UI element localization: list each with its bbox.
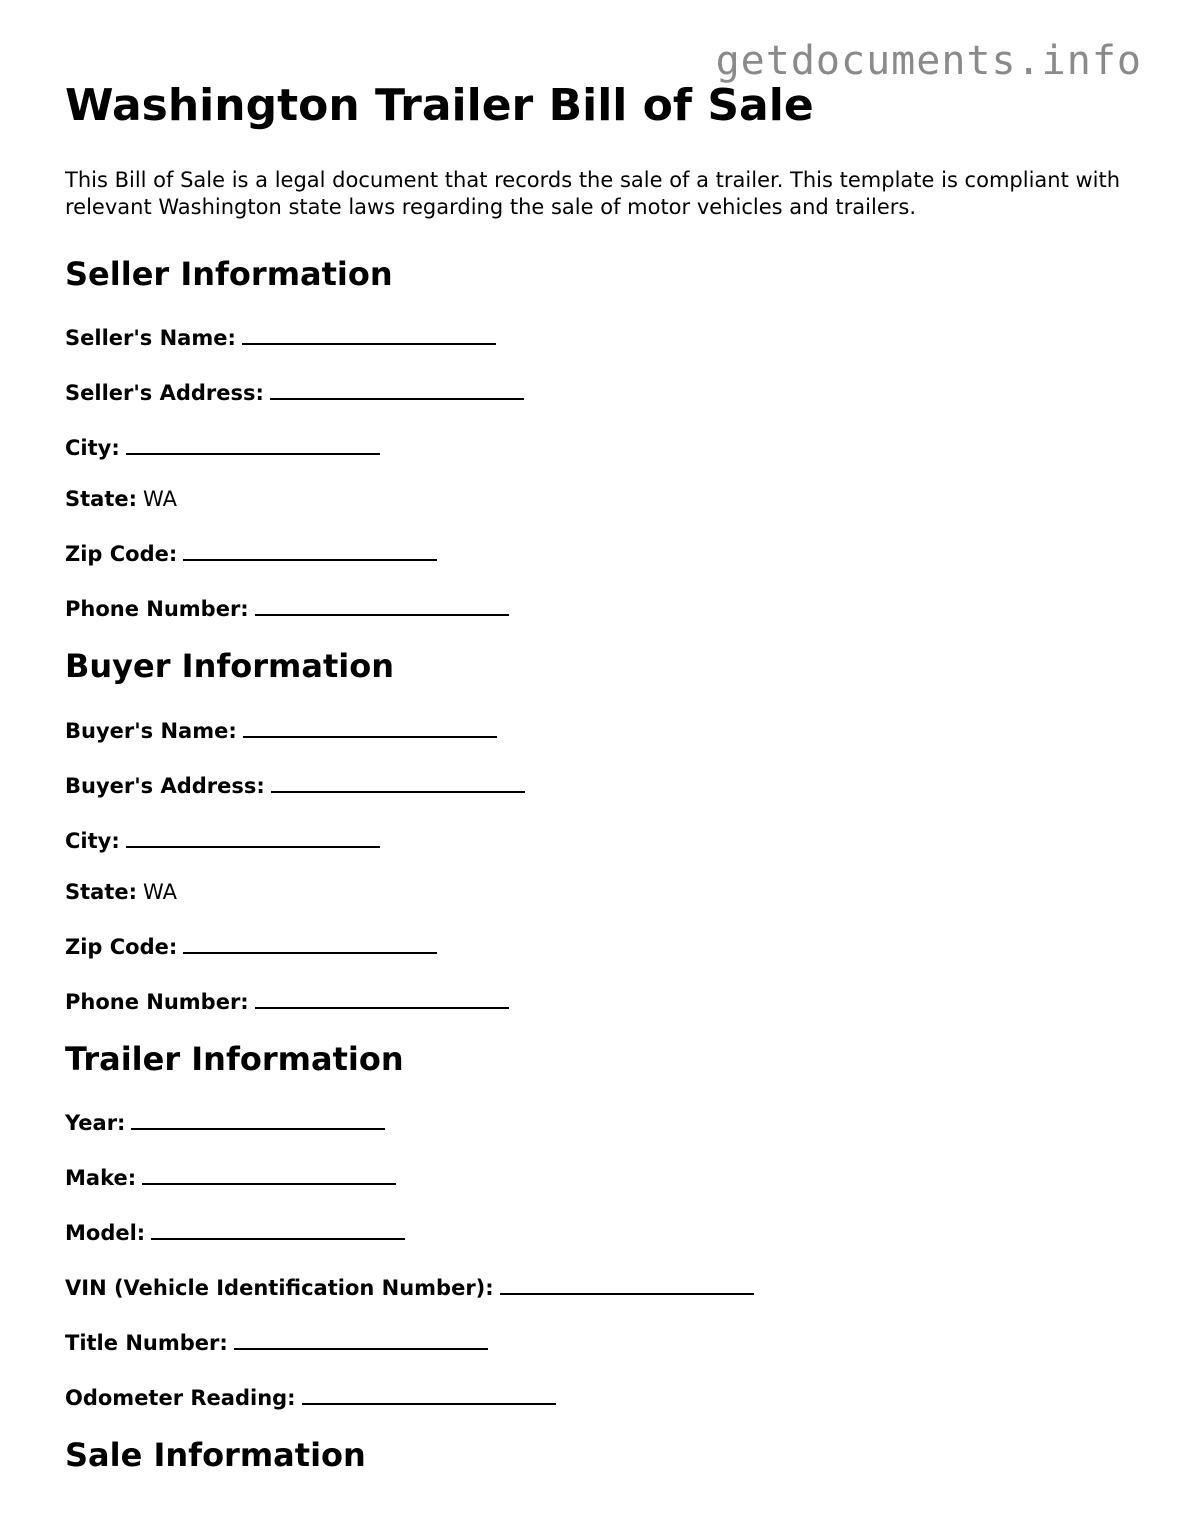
buyer-section	[65, 647, 1125, 1014]
trailer-odometer-label: Odometer Reading:	[65, 1385, 296, 1410]
buyer-city-blank[interactable]	[126, 824, 380, 848]
trailer-odometer-field	[65, 1381, 1125, 1411]
trailer-section	[65, 1040, 1125, 1411]
trailer-vin-field	[65, 1271, 1125, 1301]
seller-city-blank[interactable]	[126, 431, 380, 455]
buyer-zip-label: Zip Code:	[65, 934, 178, 959]
trailer-year-blank[interactable]	[131, 1106, 385, 1130]
seller-name-label: Seller's Name:	[65, 326, 236, 351]
buyer-phone-field	[65, 985, 1125, 1015]
buyer-city-label: City:	[65, 828, 120, 853]
seller-state-value: WA	[143, 487, 177, 512]
seller-phone-label: Phone Number:	[65, 597, 249, 622]
seller-name-field	[65, 321, 1125, 351]
buyer-zip-field	[65, 930, 1125, 960]
seller-heading: Seller Information	[65, 254, 393, 293]
seller-state-field	[65, 486, 1125, 512]
buyer-zip-blank[interactable]	[183, 930, 437, 954]
trailer-heading: Trailer Information	[65, 1039, 404, 1078]
buyer-state-field	[65, 879, 1125, 905]
trailer-model-blank[interactable]	[151, 1216, 405, 1240]
seller-zip-field	[65, 537, 1125, 567]
trailer-make-blank[interactable]	[142, 1161, 396, 1185]
seller-address-blank[interactable]	[270, 376, 524, 400]
buyer-address-field	[65, 769, 1125, 799]
sale-heading: Sale Information	[65, 1435, 366, 1474]
seller-zip-label: Zip Code:	[65, 542, 178, 567]
buyer-phone-blank[interactable]	[255, 985, 509, 1009]
buyer-name-blank[interactable]	[243, 714, 497, 738]
seller-section	[65, 255, 1125, 622]
document-page	[65, 80, 1125, 1502]
trailer-year-label: Year:	[65, 1110, 126, 1135]
intro-paragraph: This Bill of Sale is a legal document that records the sale of a trailer. This template is compliant with relevant Washington state laws regarding the sale of motor vehicles and trailers.	[65, 167, 1121, 219]
trailer-model-label: Model:	[65, 1220, 146, 1245]
trailer-make-label: Make:	[65, 1165, 137, 1190]
document-title: Washington Trailer Bill of Sale	[65, 80, 814, 131]
seller-phone-blank[interactable]	[255, 592, 509, 616]
trailer-vin-label: VIN (Vehicle Identification Number):	[65, 1275, 494, 1300]
seller-city-field	[65, 431, 1125, 461]
trailer-vin-blank[interactable]	[500, 1271, 754, 1295]
buyer-city-field	[65, 824, 1125, 854]
trailer-odometer-blank[interactable]	[302, 1381, 556, 1405]
trailer-model-field	[65, 1216, 1125, 1246]
buyer-address-blank[interactable]	[271, 769, 525, 793]
buyer-name-label: Buyer's Name:	[65, 718, 237, 743]
buyer-heading: Buyer Information	[65, 647, 394, 686]
sale-section	[65, 1436, 1125, 1474]
seller-city-label: City:	[65, 436, 120, 461]
trailer-make-field	[65, 1161, 1125, 1191]
buyer-name-field	[65, 714, 1125, 744]
seller-phone-field	[65, 592, 1125, 622]
seller-state-label: State:	[65, 487, 138, 512]
trailer-title-number-label: Title Number:	[65, 1330, 228, 1355]
buyer-phone-label: Phone Number:	[65, 989, 249, 1014]
seller-address-field	[65, 376, 1125, 406]
watermark: getdocuments.info	[715, 38, 1142, 84]
buyer-address-label: Buyer's Address:	[65, 773, 265, 798]
seller-name-blank[interactable]	[242, 321, 496, 345]
trailer-year-field	[65, 1106, 1125, 1136]
seller-zip-blank[interactable]	[183, 537, 437, 561]
buyer-state-value: WA	[143, 879, 177, 904]
trailer-title-number-blank[interactable]	[234, 1326, 488, 1350]
buyer-state-label: State:	[65, 879, 138, 904]
seller-address-label: Seller's Address:	[65, 381, 264, 406]
trailer-title-number-field	[65, 1326, 1125, 1356]
